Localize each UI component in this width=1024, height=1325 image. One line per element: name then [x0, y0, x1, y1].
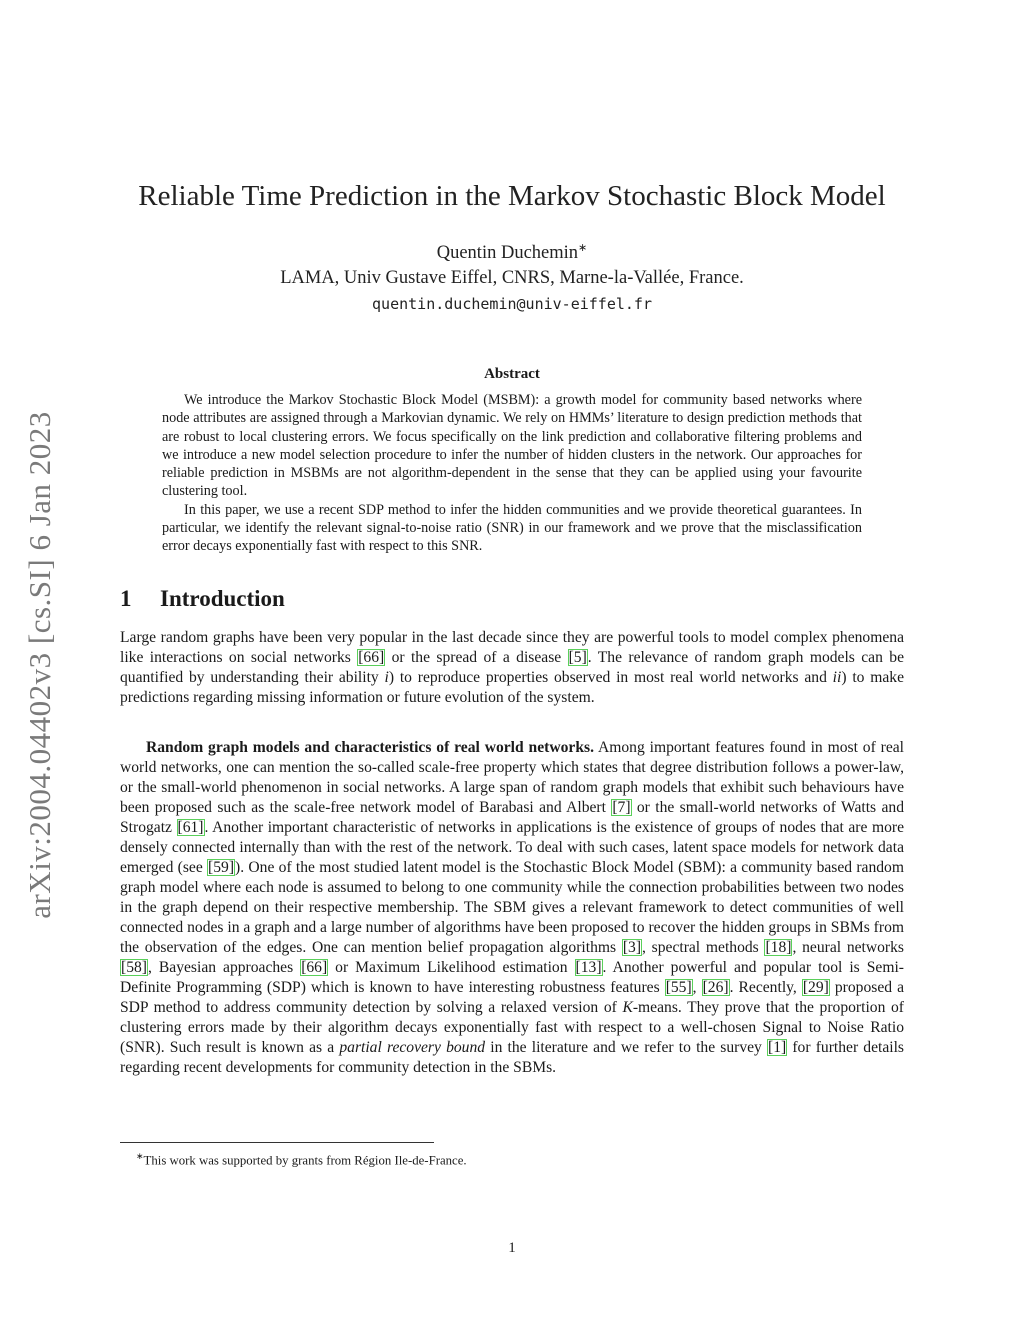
text-run: . Another important characteristic of networks in applications is the existence of groups of nodes that are more densely connected internally than with the rest of the network. To deal with such cases, latent space models for network data emerged (see: [120, 819, 904, 876]
text-run: Large random graphs have been very popular in the last decade since they are powerful tools to model complex phenomena like interactions on social networks: [120, 629, 904, 666]
citation-link[interactable]: [59]: [208, 859, 235, 876]
text-run: ) to make predictions regarding missing information or future evolution of the system.: [120, 669, 905, 706]
text-run: ). One of the most studied latent model is the Stochastic Block Model (SBM): a community based random graph model where each node is assumed to belong to one community while the connection probabilities between two nodes in the graph depend on their respective membership. The SBM gives a relevant framework to detect communities of well connected nodes in a graph and a large number of algorithms have been proposed to recover the hidden groups in SBMs from the observation of the edges. One can mention belief propagation algorithms: [120, 859, 904, 956]
citation-link[interactable]: [5]: [568, 649, 587, 666]
text-run: Among important features found in most of real world networks, one can mention the so-called scale-free property which states that degree distribution follows a power-law, or the small-world phenomenon in social networks. A large span of random graph models that exhibit such behaviours have been proposed such as the scale-free network model of Barabasi and Albert: [120, 739, 904, 816]
text-run: proposed a SDP method to address community detection by solving a relaxed version of: [120, 979, 904, 1016]
intro-paragraph-2: [120, 738, 904, 1078]
author-footnote-mark: ∗: [578, 242, 588, 254]
text-run: or the spread of a disease: [385, 649, 568, 666]
page-number: 1: [508, 1240, 516, 1256]
abstract-paragraph: We introduce the Markov Stochastic Block Model (MSBM): a growth model for community based networks where node attributes are assigned through a Markovian dynamic. We rely on HMMs’ literature to design prediction methods that are robust to local clustering errors. We focus specifically on the link prediction and collaborative filtering problems and we introduce a new model selection procedure to infer the number of hidden clusters in the network. Our approaches for reliable prediction in MSBMs are not algorithm-dependent in the sense that they can be applied using your favourite clustering tool.: [162, 392, 862, 500]
citation-link[interactable]: [13]: [575, 959, 602, 976]
math-italic: ii: [832, 669, 842, 686]
author-affiliation: LAMA, Univ Gustave Eiffel, CNRS, Marne-la-Vallée, France.: [280, 268, 744, 289]
section-number: 1: [120, 586, 132, 611]
section-title: Introduction: [160, 586, 285, 611]
abstract: [162, 391, 862, 556]
author-name: [120, 236, 904, 265]
citation-link[interactable]: [55]: [665, 979, 692, 996]
citation-link[interactable]: [29]: [802, 979, 829, 996]
text-run: or the small-world networks of Watts and Strogatz: [120, 799, 904, 836]
citation-link[interactable]: [3]: [622, 939, 642, 956]
citation-link[interactable]: [61]: [177, 819, 204, 836]
paper-title: Reliable Time Prediction in the Markov Stochastic Block Model: [138, 180, 886, 212]
footnote-rule: [120, 1142, 434, 1143]
text-run: . Recently,: [729, 979, 802, 996]
text-run: in the literature and we refer to the survey: [485, 1039, 768, 1056]
intro-paragraph-1: [120, 628, 904, 708]
footnote-mark: ∗: [136, 1151, 144, 1161]
abstract-paragraph: In this paper, we use a recent SDP method to infer the hidden communities and we provide theoretical guarantees. In particular, we identify the relevant signal-to-noise ratio (SNR) in our framework and we prove that the misclassification error decays exponentially fast with respect to this SNR.: [162, 501, 862, 555]
citation-link[interactable]: [18]: [765, 939, 792, 956]
footnote-text: This work was supported by grants from Région Ile-de-France.: [143, 1153, 467, 1168]
text-run: ,: [692, 979, 702, 996]
citation-link[interactable]: [58]: [121, 959, 147, 976]
text-run: or Maximum Likelihood estimation: [328, 959, 575, 976]
citation-link[interactable]: [66]: [358, 649, 385, 666]
arxiv-identifier-text: arXiv:2004.04402v3 [cs.SI] 6 Jan 2023: [22, 411, 57, 919]
author-block: [120, 236, 904, 317]
text-run: ) to reproduce properties observed in most real world networks and: [388, 669, 833, 686]
text-run: . The relevance of random graph models can be quantified by understanding their ability: [120, 649, 904, 686]
emphasis-text: partial recovery bound: [339, 1039, 486, 1056]
text-run: , Bayesian approaches: [147, 959, 301, 976]
text-run: for further details regarding recent developments for community detection in the SBMs.: [120, 1039, 904, 1076]
text-run: , spectral methods: [642, 939, 765, 956]
text-run: -means. They prove that the proportion of clustering errors made by their algorithm decays exponentially fast with respect to a well-chosen Signal to Noise Ratio (SNR). Such result is known as a: [120, 999, 904, 1056]
author-email[interactable]: quentin.duchemin@univ-eiffel.fr: [372, 295, 652, 314]
citation-link[interactable]: [1]: [768, 1039, 787, 1056]
arxiv-identifier-stamp: [8, 385, 72, 945]
section-heading: [120, 586, 285, 612]
footnote: [136, 1148, 467, 1168]
math-italic: K: [622, 999, 633, 1016]
citation-link[interactable]: [7]: [612, 799, 631, 816]
abstract-heading: Abstract: [484, 366, 540, 382]
text-run: , neural networks: [792, 939, 904, 956]
citation-link[interactable]: [66]: [301, 959, 328, 976]
citation-link[interactable]: [26]: [702, 979, 729, 996]
paragraph-run-in-heading: Random graph models and characteristics of real world networks.: [146, 739, 594, 756]
author-name-text: Quentin Duchemin: [436, 243, 579, 264]
math-italic: i: [384, 669, 389, 686]
text-run: . Another powerful and popular tool is Semi-Definite Programming (SDP) which is known to have interesting robustness features: [120, 959, 904, 996]
